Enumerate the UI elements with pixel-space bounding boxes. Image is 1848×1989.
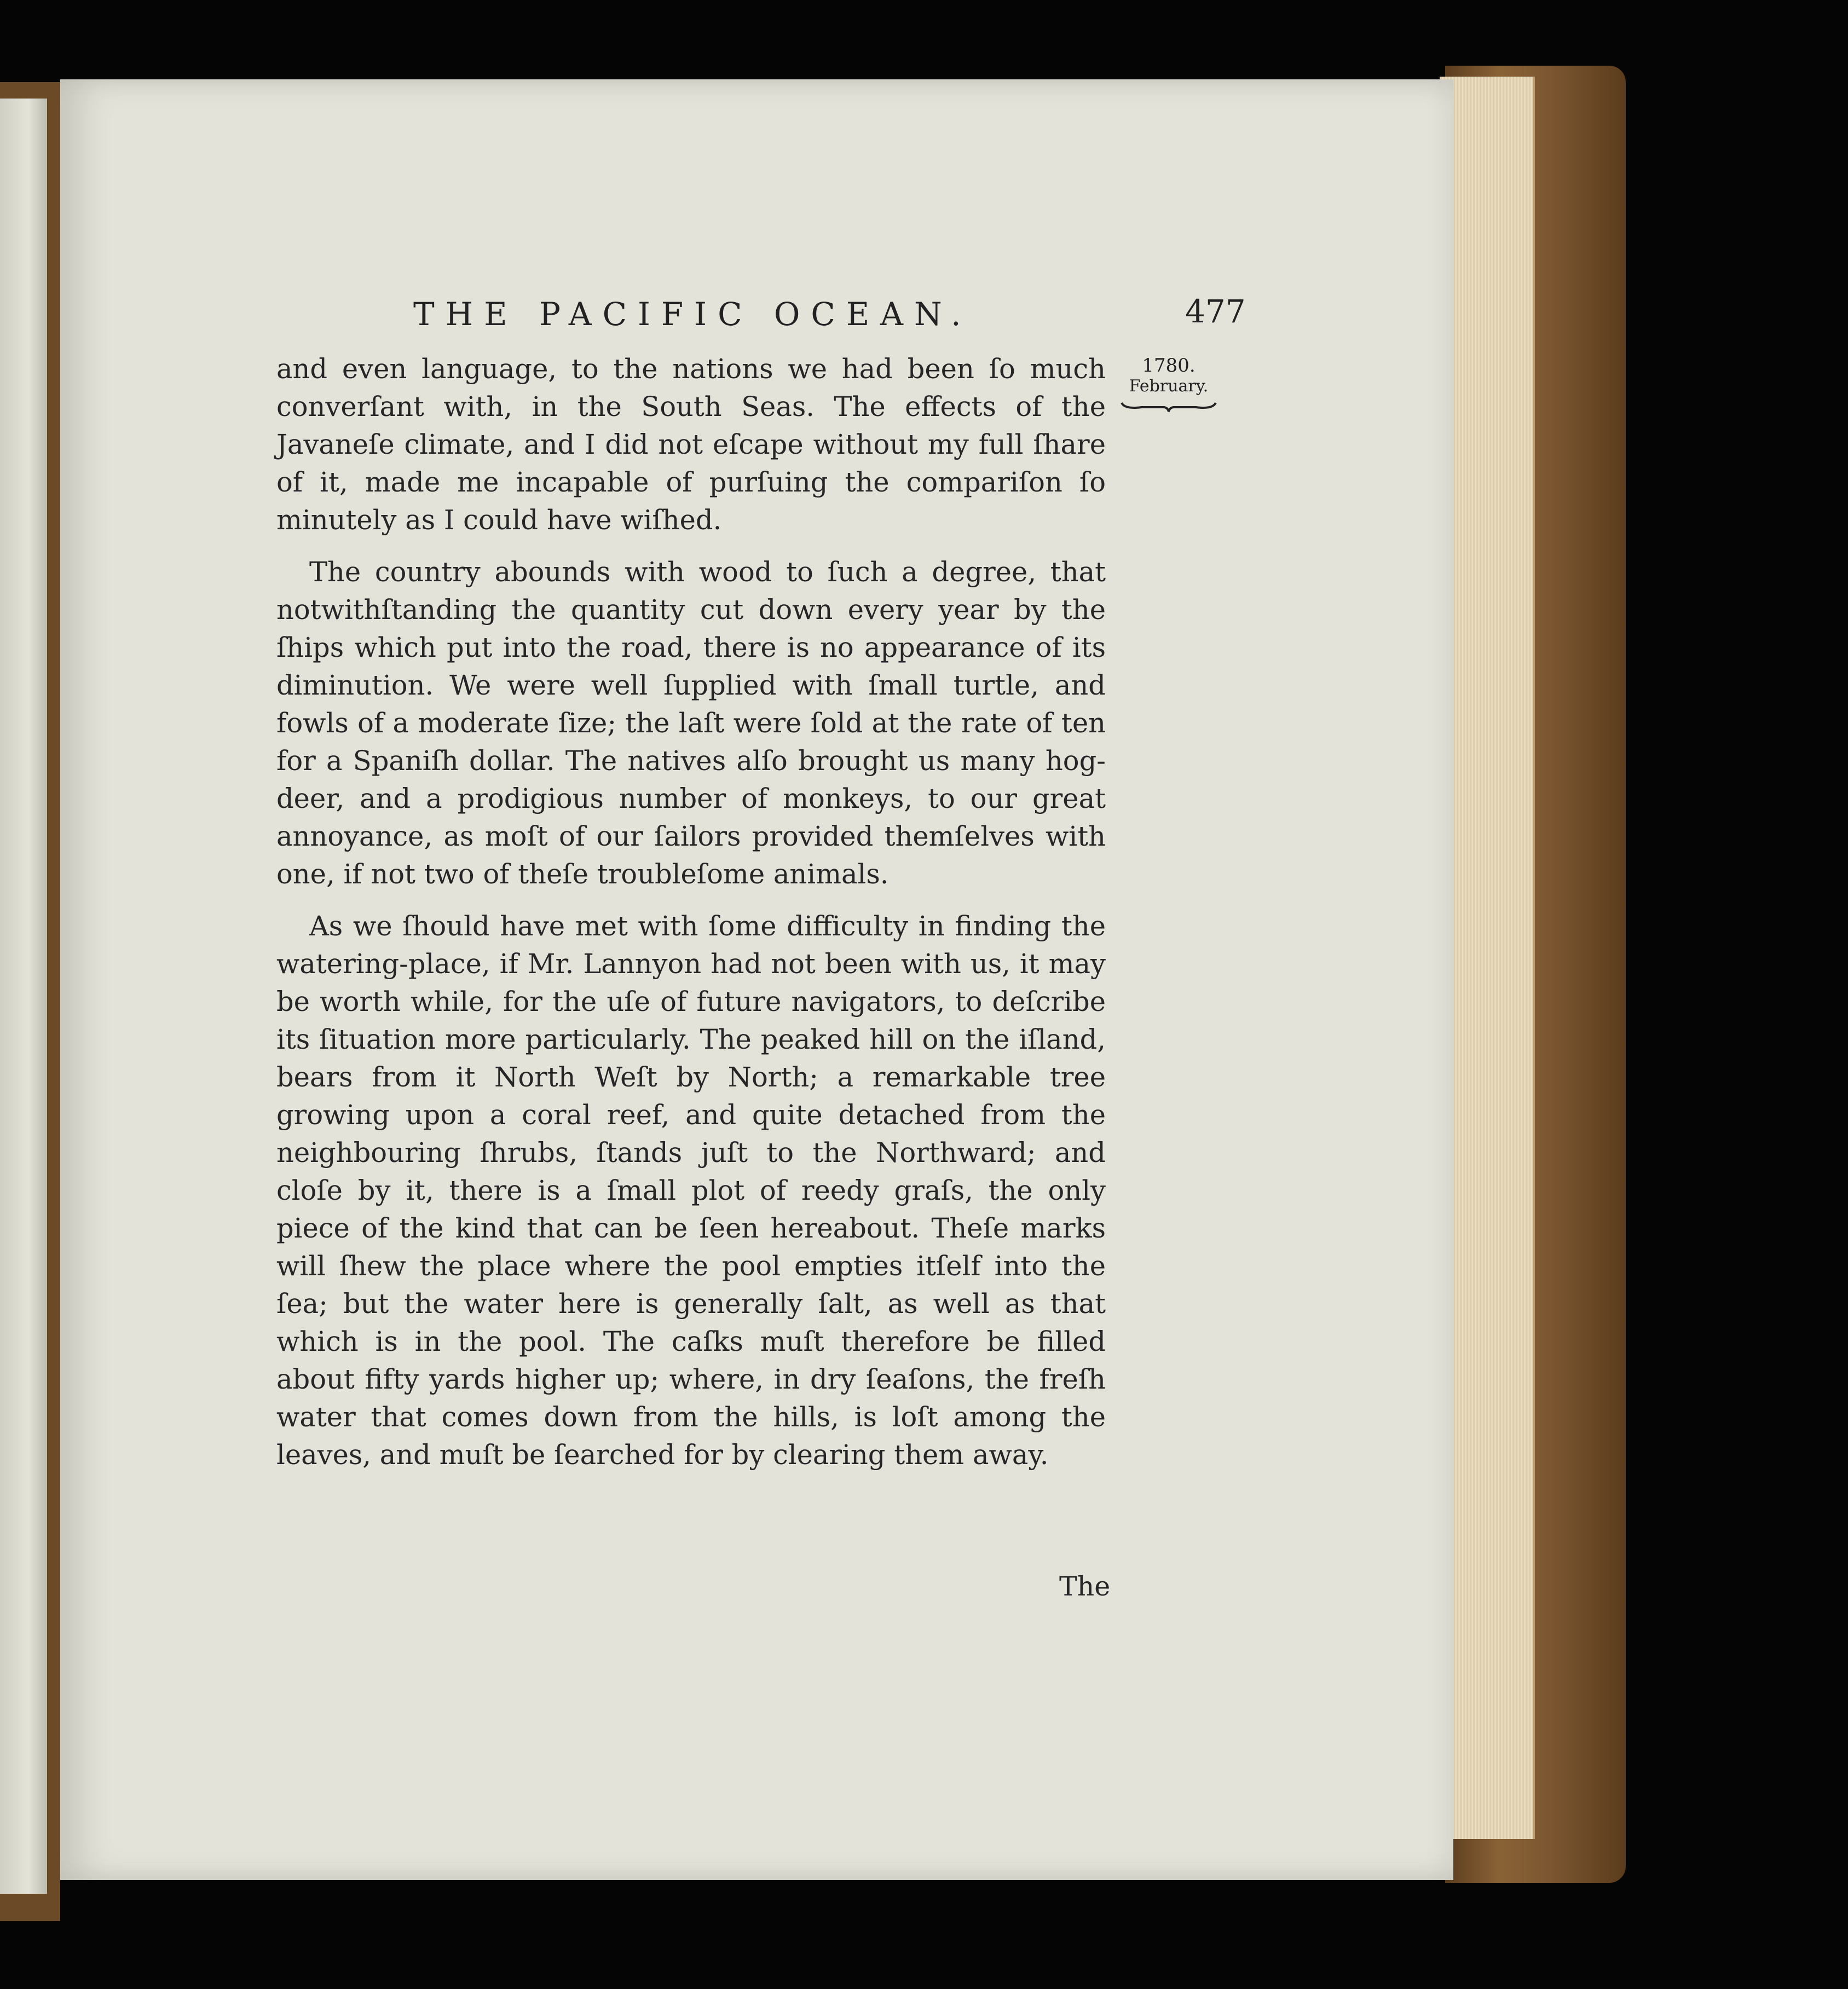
margin-note — [1114, 355, 1223, 415]
paragraph-1: and even language, to the nations we had been ſo much converſant with, in the South Seas. The effects of the Javaneſe climate, and I did not eſcape without my full ſhare of it, made me incapable of purſuing the compariſon ſo minutely as I could have wiſhed. — [276, 353, 1106, 536]
left-page-edge — [0, 99, 47, 1894]
catchword: The — [1059, 1571, 1111, 1602]
paragraph-2: The country abounds with wood to ſuch a degree, that notwithſtanding the quantity cut down every year by the ſhips which put into the road, there is no appearance of its diminution. We were well ſupplied with ſmall turtle, and fowls of a moderate ſize; the laſt were ſold at the rate of ten for a Spaniſh dollar. The natives alſo brought us many hog-deer, and a prodigious number of monkeys, to our great annoyance, as moſt of our ſailors provided themſelves with one, if not two of theſe troubleſome animals. — [276, 556, 1106, 890]
paragraph-3: As we ſhould have met with ſome difficulty in finding the watering-place, if Mr. Lannyon had not been with us, it may be worth while, for the uſe of future navigators, to deſcribe its ſituation more particularly. The peaked hill on the iſland, bears from it North Weſt by North; a remarkable tree growing upon a coral reef, and quite detached from the neighbouring ſhrubs, ſtands juſt to the Northward; and cloſe by it, there is a ſmall plot of reedy graſs, the only piece of the kind that can be ſeen hereabout. Theſe marks will ſhew the place where the pool empties itſelf into the ſea; but the water here is generally ſalt, as well as that which is in the pool. The caſks muſt therefore be filled about fifty yards higher up; where, in dry ſeaſons, the freſh water that comes down from the hills, is loſt among the leaves, and muſt be ſearched for by clearing them away. — [276, 910, 1106, 1471]
running-head: THE PACIFIC OCEAN. — [413, 296, 972, 333]
margin-note-month: February. — [1129, 377, 1209, 396]
margin-note-year: 1780. — [1142, 355, 1196, 377]
brace-icon — [1119, 400, 1218, 413]
page-number: 477 — [1185, 293, 1246, 330]
page-edges — [1440, 77, 1535, 1839]
body-text — [276, 350, 1106, 1474]
